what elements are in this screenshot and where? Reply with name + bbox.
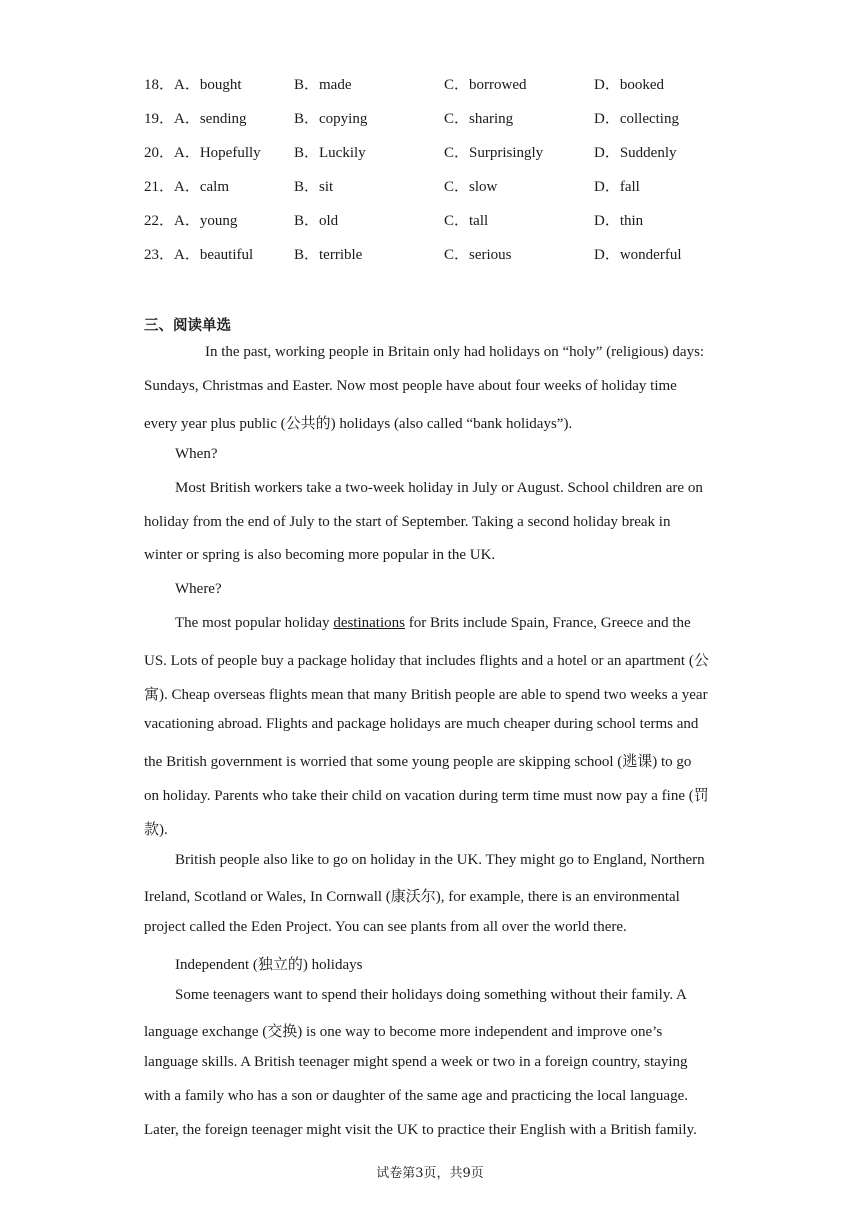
passage-line: Some teenagers want to spend their holidays doing something without their family. A bbox=[175, 987, 687, 1003]
passage-line: with a family who has a son or daughter of the same age and practicing the local language. bbox=[144, 1088, 688, 1104]
passage-line: language exchange (交换) is one way to become more independent and improve one’s bbox=[144, 1024, 663, 1040]
subheading-where: Where? bbox=[175, 581, 222, 597]
option-d: D．collecting bbox=[594, 111, 679, 127]
option-d: D．Suddenly bbox=[594, 145, 677, 161]
option-d: D．wonderful bbox=[594, 247, 682, 263]
option-a: 19．A．sending bbox=[144, 111, 247, 127]
option-a: 21．A．calm bbox=[144, 179, 229, 195]
option-d: D．thin bbox=[594, 213, 644, 229]
option-c: C．slow bbox=[444, 179, 498, 195]
option-c: C．borrowed bbox=[444, 77, 527, 93]
passage-line: British people also like to go on holiday in the UK. They might go to England, Northern bbox=[175, 852, 705, 868]
option-c: C．Surprisingly bbox=[444, 145, 544, 161]
passage-line bbox=[175, 615, 691, 632]
passage-line: Later, the foreign teenager might visit the UK to practice their English with a British family. bbox=[144, 1122, 697, 1138]
passage-line: project called the Eden Project. You can see plants from all over the world there. bbox=[144, 919, 627, 935]
passage-line: every year plus public (公共的) holidays (also called “bank holidays”). bbox=[144, 416, 573, 432]
passage-line: winter or spring is also becoming more popular in the UK. bbox=[144, 547, 496, 563]
option-c: C．sharing bbox=[444, 111, 514, 127]
option-b: B．copying bbox=[294, 111, 368, 127]
passage-line: holiday from the end of July to the start of September. Taking a second holiday break in bbox=[144, 514, 671, 530]
option-b: B．Luckily bbox=[294, 145, 366, 161]
option-b: B．terrible bbox=[294, 247, 363, 263]
option-c: C．tall bbox=[444, 213, 489, 229]
question-22 bbox=[144, 209, 744, 231]
text-segment: The most popular holiday bbox=[175, 615, 334, 631]
option-a: 22．A．young bbox=[144, 213, 238, 229]
text-segment: for Brits include Spain, France, Greece and the bbox=[404, 615, 691, 631]
section-title: 三、阅读单选 bbox=[144, 318, 231, 334]
option-b: B．sit bbox=[294, 179, 334, 195]
option-b: B．made bbox=[294, 77, 352, 93]
passage-line: 款). bbox=[144, 822, 168, 838]
option-d: D．fall bbox=[594, 179, 640, 195]
passage-line: US. Lots of people buy a package holiday that includes flights and a hotel or an apartment (公 bbox=[144, 653, 709, 669]
question-21 bbox=[144, 175, 744, 197]
question-19 bbox=[144, 107, 744, 129]
passage-line: vacationing abroad. Flights and package holidays are much cheaper during school terms and bbox=[144, 716, 699, 732]
passage-line: Sundays, Christmas and Easter. Now most people have about four weeks of holiday time bbox=[144, 378, 677, 394]
subheading-when: When? bbox=[175, 446, 218, 462]
option-a: 20．A．Hopefully bbox=[144, 145, 261, 161]
underlined-word: destinations bbox=[333, 615, 405, 631]
passage-line: Ireland, Scotland or Wales, In Cornwall (康沃尔), for example, there is an environmental bbox=[144, 889, 680, 905]
passage-line: language skills. A British teenager might spend a week or two in a foreign country, staying bbox=[144, 1054, 688, 1070]
passage-line: the British government is worried that some young people are skipping school (逃课) to go bbox=[144, 754, 692, 770]
passage-line: on holiday. Parents who take their child on vacation during term time must now pay a fine (罚 bbox=[144, 788, 709, 804]
option-d: D．booked bbox=[594, 77, 664, 93]
option-b: B．old bbox=[294, 213, 339, 229]
option-a: 18．A．bought bbox=[144, 77, 242, 93]
page-footer: 试卷第3页，共9页 bbox=[376, 1166, 484, 1181]
question-18 bbox=[144, 73, 744, 95]
option-a: 23．A．beautiful bbox=[144, 247, 254, 263]
passage-line: 寓). Cheap overseas flights mean that many British people are able to spend two weeks a year bbox=[144, 687, 708, 703]
subheading-independent: Independent (独立的) holidays bbox=[175, 957, 363, 973]
question-23 bbox=[144, 243, 744, 265]
passage-line: Most British workers take a two-week holiday in July or August. School children are on bbox=[175, 480, 703, 496]
question-20 bbox=[144, 141, 744, 163]
option-c: C．serious bbox=[444, 247, 512, 263]
passage-line: In the past, working people in Britain only had holidays on “holy” (religious) days: bbox=[205, 344, 705, 360]
